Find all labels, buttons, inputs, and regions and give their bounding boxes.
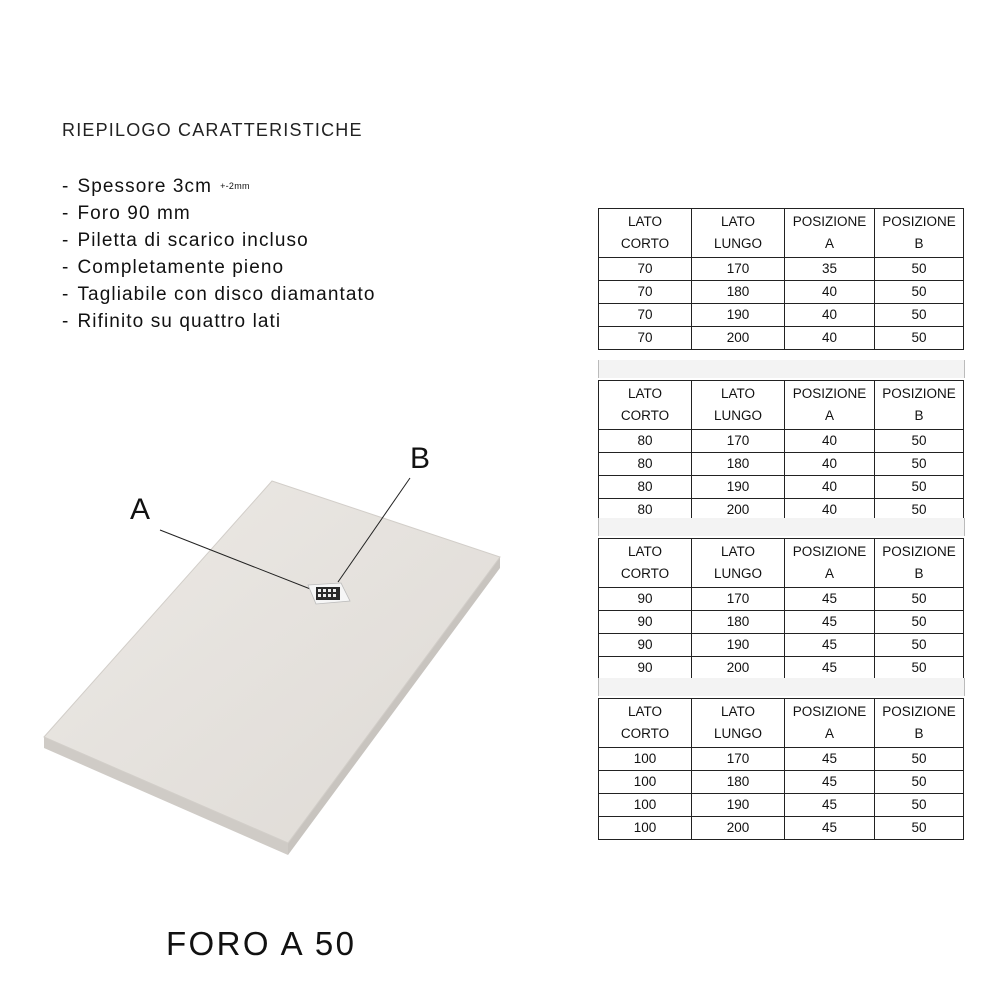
label-a: A	[130, 493, 151, 526]
table-cell: 50	[875, 634, 964, 657]
table-spacer	[598, 360, 965, 378]
table-cell: 70	[599, 304, 692, 327]
table-cell: 190	[692, 304, 785, 327]
column-header: POSIZIONE B	[875, 539, 964, 588]
table-cell: 50	[875, 748, 964, 771]
column-header: LATO CORTO	[599, 381, 692, 430]
column-header: POSIZIONE A	[785, 381, 875, 430]
table-cell: 100	[599, 748, 692, 771]
column-header: LATO CORTO	[599, 209, 692, 258]
table-cell: 50	[875, 499, 964, 522]
table-row	[599, 304, 964, 327]
feature-item	[62, 227, 376, 254]
table-cell: 50	[875, 771, 964, 794]
table-cell: 90	[599, 634, 692, 657]
table-cell: 50	[875, 817, 964, 840]
foro-caption: FORO A 50	[166, 925, 357, 962]
table-cell: 45	[785, 657, 875, 680]
table-cell: 45	[785, 771, 875, 794]
table-row	[599, 794, 964, 817]
table-cell: 40	[785, 304, 875, 327]
table-cell: 70	[599, 281, 692, 304]
table-row	[599, 281, 964, 304]
table-cell: 100	[599, 817, 692, 840]
table-cell: 50	[875, 453, 964, 476]
table-row	[599, 430, 964, 453]
table-cell: 190	[692, 476, 785, 499]
table-cell: 50	[875, 258, 964, 281]
spec-table	[598, 380, 964, 522]
table-cell: 170	[692, 748, 785, 771]
table-cell: 170	[692, 258, 785, 281]
feature-item	[62, 200, 376, 227]
feature-text: Completamente pieno	[77, 257, 285, 278]
table-cell: 170	[692, 430, 785, 453]
bullet-dash: -	[62, 257, 70, 278]
bullet-dash: -	[62, 203, 70, 224]
table-row	[599, 453, 964, 476]
bullet-dash: -	[62, 311, 70, 332]
shower-tray-diagram	[0, 430, 560, 870]
table-cell: 50	[875, 430, 964, 453]
table-cell: 80	[599, 453, 692, 476]
column-header: POSIZIONE A	[785, 539, 875, 588]
table-cell: 45	[785, 748, 875, 771]
column-header: POSIZIONE A	[785, 209, 875, 258]
table-cell: 50	[875, 476, 964, 499]
table-cell: 100	[599, 771, 692, 794]
table-cell: 100	[599, 794, 692, 817]
table-cell: 80	[599, 430, 692, 453]
table-cell: 50	[875, 304, 964, 327]
table-row	[599, 634, 964, 657]
summary-title: RIEPILOGO CARATTERISTICHE	[62, 120, 363, 140]
table-cell: 40	[785, 430, 875, 453]
column-header: POSIZIONE A	[785, 699, 875, 748]
shower-tray	[44, 481, 500, 843]
feature-item	[62, 173, 376, 200]
table-row	[599, 258, 964, 281]
feature-item	[62, 308, 376, 335]
table-cell: 180	[692, 453, 785, 476]
column-header: LATO LUNGO	[692, 539, 785, 588]
feature-item	[62, 281, 376, 308]
column-header: LATO CORTO	[599, 699, 692, 748]
feature-text: Spessore 3cm	[77, 176, 213, 197]
table-cell: 40	[785, 327, 875, 350]
table-cell: 200	[692, 499, 785, 522]
table-spacer	[598, 518, 965, 536]
column-header: LATO LUNGO	[692, 699, 785, 748]
table-cell: 50	[875, 794, 964, 817]
table-row	[599, 588, 964, 611]
table-cell: 50	[875, 611, 964, 634]
table-row	[599, 476, 964, 499]
feature-item	[62, 254, 376, 281]
table-cell: 90	[599, 657, 692, 680]
column-header: LATO LUNGO	[692, 209, 785, 258]
bullet-dash: -	[62, 284, 70, 305]
table-cell: 180	[692, 281, 785, 304]
label-b: B	[410, 442, 431, 475]
table-cell: 40	[785, 281, 875, 304]
table-cell: 40	[785, 499, 875, 522]
table-row	[599, 817, 964, 840]
table-spacer	[598, 678, 965, 696]
feature-list	[62, 173, 376, 335]
table-cell: 190	[692, 794, 785, 817]
feature-text: Piletta di scarico incluso	[77, 230, 309, 251]
table-row	[599, 327, 964, 350]
table-cell: 170	[692, 588, 785, 611]
bullet-dash: -	[62, 230, 70, 251]
table-header-row	[599, 539, 964, 588]
feature-text: Foro 90 mm	[77, 203, 191, 224]
feature-note: +-2mm	[220, 181, 250, 191]
table-row	[599, 748, 964, 771]
spec-table	[598, 698, 964, 840]
table-cell: 70	[599, 327, 692, 350]
column-header: POSIZIONE B	[875, 381, 964, 430]
column-header: POSIZIONE B	[875, 209, 964, 258]
table-cell: 45	[785, 611, 875, 634]
table-cell: 200	[692, 657, 785, 680]
table-cell: 90	[599, 611, 692, 634]
bullet-dash: -	[62, 176, 70, 197]
table-cell: 40	[785, 453, 875, 476]
table-row	[599, 611, 964, 634]
feature-text: Tagliabile con disco diamantato	[77, 284, 376, 305]
column-header: LATO CORTO	[599, 539, 692, 588]
table-cell: 90	[599, 588, 692, 611]
table-cell: 45	[785, 634, 875, 657]
table-cell: 180	[692, 771, 785, 794]
table-header-row	[599, 209, 964, 258]
table-cell: 180	[692, 611, 785, 634]
table-cell: 40	[785, 476, 875, 499]
table-row	[599, 657, 964, 680]
table-cell: 200	[692, 817, 785, 840]
table-cell: 50	[875, 657, 964, 680]
table-header-row	[599, 381, 964, 430]
table-cell: 35	[785, 258, 875, 281]
table-cell: 70	[599, 258, 692, 281]
table-cell: 50	[875, 588, 964, 611]
spec-table	[598, 538, 964, 680]
table-header-row	[599, 699, 964, 748]
column-header: LATO LUNGO	[692, 381, 785, 430]
spec-table	[598, 208, 964, 350]
table-cell: 45	[785, 794, 875, 817]
feature-text: Rifinito su quattro lati	[77, 311, 282, 332]
table-cell: 200	[692, 327, 785, 350]
table-cell: 190	[692, 634, 785, 657]
table-cell: 80	[599, 476, 692, 499]
table-cell: 50	[875, 327, 964, 350]
table-cell: 80	[599, 499, 692, 522]
table-cell: 45	[785, 817, 875, 840]
table-cell: 45	[785, 588, 875, 611]
column-header: POSIZIONE B	[875, 699, 964, 748]
table-row	[599, 771, 964, 794]
table-cell: 50	[875, 281, 964, 304]
